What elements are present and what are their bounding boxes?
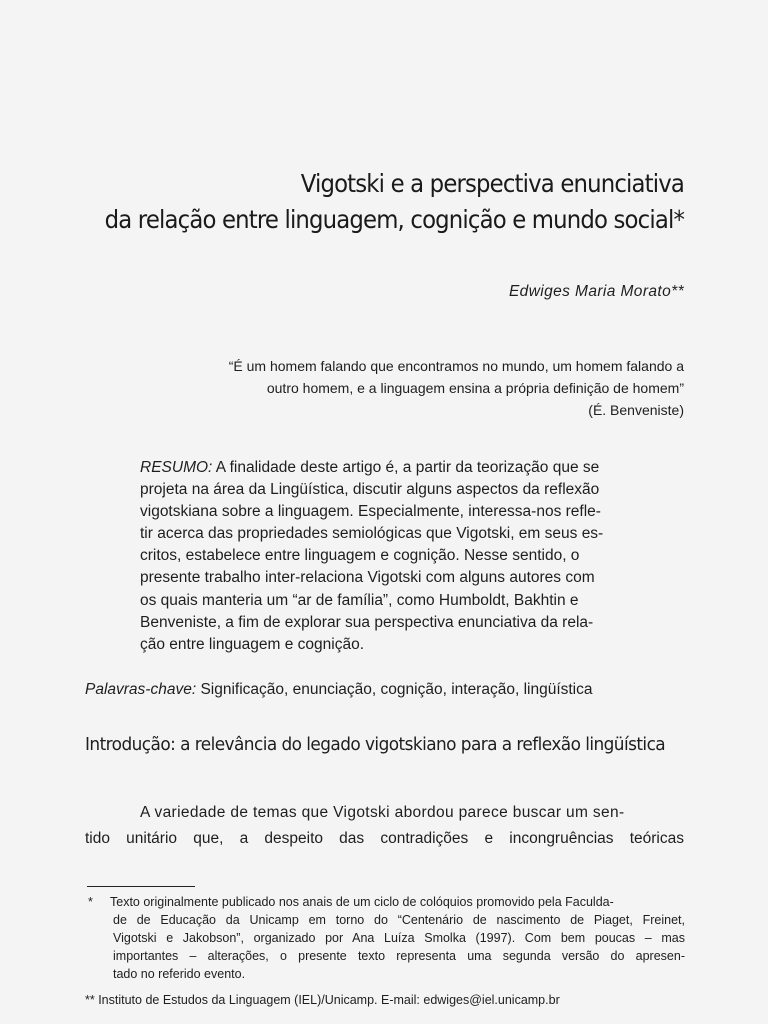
epigraph-attribution: (É. Benveniste): [588, 402, 684, 418]
abstract-line: vigotskiana sobre a linguagem. Especialmente, interessa-nos refle-: [140, 503, 601, 521]
author-name: Edwiges Maria Morato**: [508, 283, 684, 300]
abstract: [140, 457, 630, 656]
epigraph: [120, 355, 684, 421]
footnote-line: Vigotski e Jakobson”, organizado por Ana Luíza Smolka (1997). Com bem poucas – mas: [113, 931, 685, 945]
footnote-line: importantes – alterações, o presente texto representa uma segunda versão do apresen-: [113, 949, 685, 963]
epigraph-line-1: “É um homem falando que encontramos no mundo, um homem falando a: [228, 358, 684, 374]
abstract-label: RESUMO:: [140, 459, 213, 476]
abstract-line: os quais manteria um “ar de família”, como Humboldt, Bakhtin e: [140, 591, 579, 609]
footnote-line: tado no referido evento.: [113, 967, 246, 981]
keywords-label: Palavras-chave:: [85, 681, 197, 698]
epigraph-line-2: outro homem, e a linguagem ensina a própria definição de homem”: [266, 380, 684, 396]
footnote-mark: *: [88, 895, 93, 909]
footnote-1: [85, 893, 685, 983]
keywords-text: Significação, enunciação, cognição, interação, lingüística: [196, 681, 593, 698]
body-line-2: tido unitário que, a despeito das contradições e incongruências teóricas: [85, 830, 684, 847]
section-heading: Introdução: a relevância do legado vigotskiano para a reflexão lingüística: [85, 734, 666, 755]
title-line-1: Vigotski e a perspectiva enunciativa: [300, 169, 684, 198]
abstract-line: ção entre linguagem e cognição.: [140, 635, 365, 653]
body-paragraph: [85, 800, 684, 852]
footnote-divider: [87, 886, 195, 887]
abstract-line: Benveniste, a fim de explorar sua perspectiva enunciativa da rela-: [140, 613, 594, 631]
abstract-first-line-text: A finalidade deste artigo é, a partir da teorização que se: [212, 459, 600, 476]
title-line-2: da relação entre linguagem, cognição e mundo social*: [104, 205, 685, 234]
article-title: [104, 166, 684, 238]
abstract-line: [140, 457, 630, 479]
footnote-2: ** Instituto de Estudos da Linguagem (IEL)/Unicamp. E-mail: edwiges@iel.unicamp.br: [85, 993, 560, 1007]
footnote-line: Texto originalmente publicado nos anais de um ciclo de colóquios promovido pela Faculda-: [110, 895, 614, 909]
footnote-line: de de Educação da Unicamp em torno do “Centenário de nascimento de Piaget, Freinet,: [113, 913, 685, 927]
abstract-line: projeta na área da Lingüística, discutir alguns aspectos da reflexão: [140, 481, 600, 499]
abstract-line: presente trabalho inter-relaciona Vigotski com alguns autores com: [140, 569, 595, 587]
abstract-line: critos, estabelece entre linguagem e cognição. Nesse sentido, o: [140, 547, 580, 565]
body-line-1: A variedade de temas que Vigotski abordou parece buscar um sen-: [140, 804, 625, 821]
abstract-line: tir acerca das propriedades semiológicas que Vigotski, em seus es-: [140, 525, 604, 543]
keywords: [85, 681, 685, 699]
